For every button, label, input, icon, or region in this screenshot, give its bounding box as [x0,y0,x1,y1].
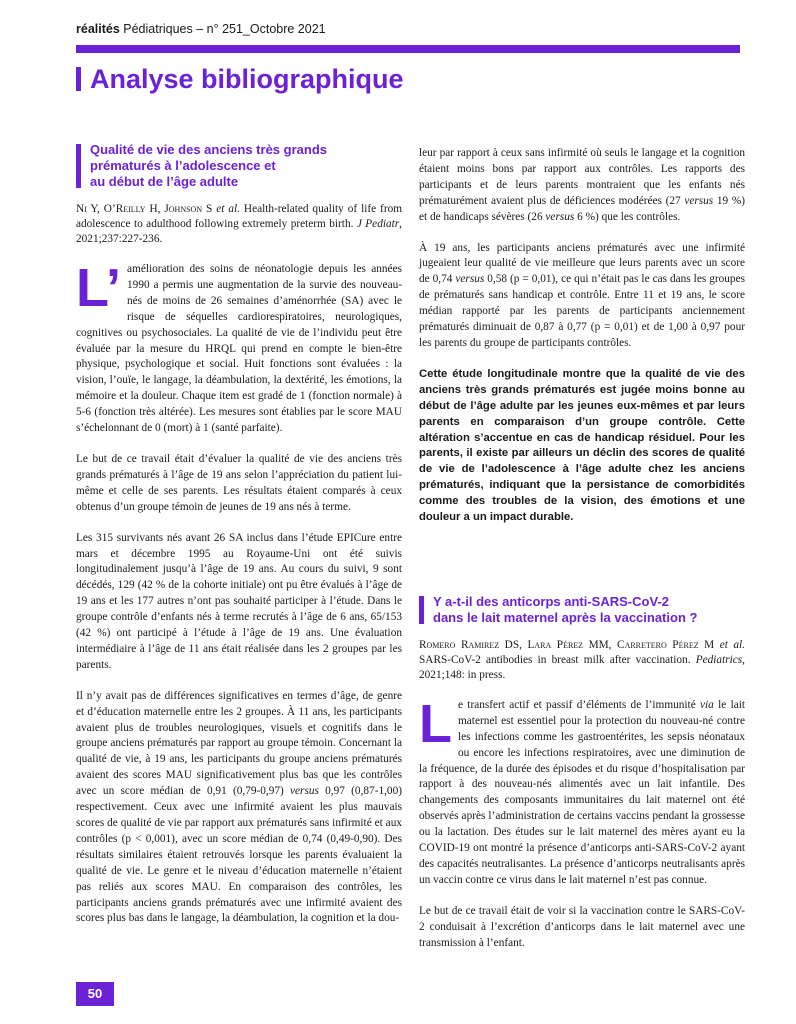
spacer [76,247,402,262]
running-header [76,22,326,36]
drop-cap: L [419,693,452,754]
article1-paragraph: Les 315 survivants nés avant 26 SA inclus dans l’étude EPICure entre mars et décembre 1995 au Royaume-Uni ont été suivis longitudinalement jusqu’à l’âge de 19 ans. Au cours du suivi, 9 sont décédés, 129 (42 % de la cohorte initiale) ont pu être évalués à l’âge de 19 ans et les 177 autres n’ont pas souhaité participer à l’étude. Dans le groupe contrôle d’enfants nés à terme recrutés à l’âge de 6 ans, 65/153 (42 %) ont participé à l’étude à l’âge de 19 ans. Une évaluation intermédiaire à l’âge de 11 ans était réalisée dans les 2 groupes par les parents. [76,531,402,671]
spacer [419,226,745,241]
issue-info: Pédiatriques – n° 251_Octobre 2021 [119,22,326,36]
article1-paragraph: Il n’y avait pas de différences significatives en termes d’âge, de genre et d’éducation maternelle entre les 2 groupes. À 11 ans, les participants avaient plus de troubles neurologiques, visuels et cognitifs dans le groupe anciens prématurés par rapport au groupe témoin. Concernant la qualité de vie, à 19 ans, les participants du groupe anciens prématurés avaient des scores MAU significativement plus bas que les contrôles avec un score médian de 0,91 (0,79-0,97) versus 0,97 (0,87-1,00) respectivement. Ceux avec une infirmité avaient les plus mauvais scores de qualité de vie par rapport aux prématurés sans infirmité et aux contrôles (p < 0,001), avec un score médian de 0,74 (0,49-0,90). Des résultats similaires étaient retrouvés lorsque les parents évaluaient la qualité de vie. Le genre et le niveau d’éducation maternelle n’étaient pas reliés aux scores MAU. En comparaison des contrôles, les participants anciens grands prématurés avec une infirmité avaient des scores plus bas dans le langage, la déambulation, la cognition et la dou- [76,689,402,925]
article1-paragraph: L’ amélioration des soins de néonatologie depuis les années 1990 a permis une augmentation de la survie des nouveau-nés de moins de 26 semaines d’aménorrhée (SA) avec le risque de séquelles cardiorespiratoires, neurologiques, cognitives ou psychosociales. La qualité de vie de l’individu peut être évaluée par la mesure du HRQL qui prend en compte le bien-être physique, psychologique et social. Huit fonctions sont évaluées : la vision, l’ouïe, le langage, la déambulation, la dextérité, les émotions, la mémoire et la douleur. Chaque item est gradé de 1 (fonction normale) à 5-6 (fonction très altérée). Les mesures sont établies par le score MAU s’échelonnant de 0 (mort) à 1 (santé parfaite). [76,258,402,435]
title-accent-bar [76,67,81,91]
spacer [76,516,402,531]
ref-etal: et al. [216,203,240,215]
spacer [76,437,402,452]
article1-paragraph: leur par rapport à ceux sans infirmité où seuls le langage et la cognition étaient moins bons par rapport aux contrôles. Les rapports des participants et de leurs parents montraient que les enfants nés prématurément avaient plus de déficiences modérées (27 versus 19 %) et de handicaps sévères (26 versus 6 %) que les contrôles. [419,147,745,223]
article2-title [419,594,745,626]
spacer [419,889,745,904]
right-column [419,146,745,952]
ref-authors: Romero Ramirez DS, Lara Pérez MM, Carretero Pérez M [419,638,715,651]
section-title [76,64,404,95]
journal-name: réalités [76,22,120,36]
ref-etal: et al. [719,638,745,651]
article2-reference [419,638,745,683]
ref-authors: Ni Y, O’Reilly H, Johnson S [76,203,213,215]
ref-journal: Pediatrics [695,653,743,666]
ref-title: SARS-CoV-2 antibodies in breast milk after vaccination. [419,653,691,666]
section-title-text: Analyse bibliographique [90,64,404,94]
article1-reference [76,202,402,247]
spacer [419,683,745,698]
ref-journal: J Pediatr [356,218,400,230]
ref-details: , 2021;148: in press. [419,653,745,681]
article2-paragraph: Le but de ce travail était de voir si la vaccination contre le SARS-CoV-2 conduisait à l’excrétion d’anticorps dans le lait maternel avec une transmission à l’enfant. [419,904,745,949]
left-column [76,142,402,927]
article2-title-line: Y a-t-il des anticorps anti-SARS-CoV-2 [433,593,669,609]
spacer [419,352,745,367]
spacer [419,526,745,594]
article2-paragraph: Le transfert actif et passif d’éléments de l’immunité via le lait maternel est essentiel pour la protection du nouveau-né contre les infections comme les gastroentérites, les sepsis néonataux ou encore les infections respiratoires, avec une diminution de la fréquence, de la durée des épisodes et du risque d’hospitalisation par rapport à des nouveau-nés alimentés avec un lait infantile. Des changements des composants immunitaires du lait maternel ont été observés après l’administration de certains vaccins pendant la grossesse ou la lactation. Des études sur le lait maternel des mères ayant eu la COVID-19 ont montré la présence d’anticorps anti-SARS-CoV-2 ayant des capacités neutralisantes. La présence d’anticorps neutralisants après un vaccin contre ce virus dans le lait maternel n’est pas connue. [419,693,745,886]
page-number: 50 [76,982,114,1006]
article1-title-line: Qualité de vie des anciens très grands [90,142,327,157]
article2-title-line: dans le lait maternel après la vaccination ? [433,609,698,625]
drop-cap: L’ [76,258,122,318]
article1-paragraph: Le but de ce travail était d’évaluer la qualité de vie des anciens très grands prématurés à l’âge de 19 ans selon l’appréciation du patient lui-même et celle de ses parents. Les résultats étaient comparés à ceux obtenus d’un groupe témoin de jeunes de 19 ans nés à terme. [76,452,402,513]
article1-title [76,142,402,190]
article1-paragraph: À 19 ans, les participants anciens prématurés avec une infirmité jugeaient leur qualité de vie meilleure que leurs parents avec un score de 0,74 versus 0,58 (p = 0,01), ce qui n’était pas le cas dans les groupes de prématurés sans handicap et contrôle. Entre 11 et 19 ans, le score médian rapporté par les parents de participants anciennement prématurés diminuait de 0,87 à 0,77 (p = 0,01) et de 1,00 à 0,97 pour les parents du groupe de participants contrôles. [419,241,745,349]
article1-title-line: prématurés à l’adolescence et [90,158,276,173]
article1-title-line: au début de l’âge adulte [90,174,239,189]
ref-details: , 2021;237:227-236. [76,218,402,245]
article1-conclusion: Cette étude longitudinale montre que la qualité de vie des anciens très grands prématurés est jugée moins bonne au début de l’âge adulte par les jeunes eux-mêmes et par leurs parents en comparaison d’un groupe contrôle. Cette altération s’accentue en cas de handicap résiduel. Pour les parents, il existe par ailleurs un déclin des scores de qualité de vie de l’adolescence à l’âge adulte chez les anciens prématurés, indiquant que la persistance de comorbidités comme des troubles de la vision, des émotions et une douleur a un impact durable. [419,367,745,524]
ref-title: Health-related quality of life from adolescence to adulthood following extremely preterm birth. [76,203,403,230]
spacer [76,674,402,689]
header-rule [76,45,740,53]
